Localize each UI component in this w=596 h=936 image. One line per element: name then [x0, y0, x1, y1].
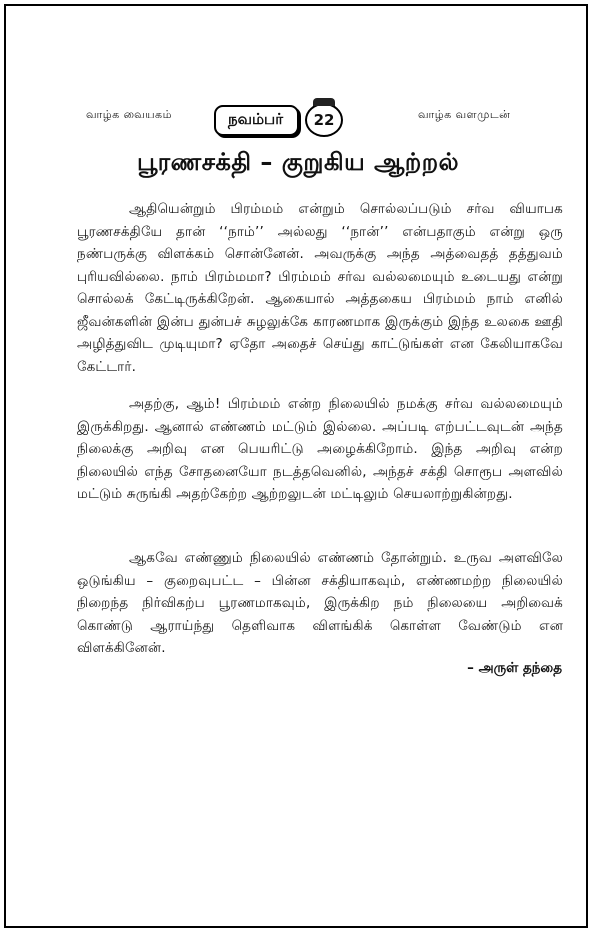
page-header	[0, 104, 596, 144]
day-number: 22	[313, 111, 335, 129]
header-right-motto: வாழ்க வளமுடன்	[418, 108, 511, 121]
date-badge	[214, 104, 343, 136]
page-title: பூரணசக்தி – குறுகிய ஆற்றல்	[136, 148, 460, 176]
author-signature: – அருள் தந்தை	[467, 660, 562, 676]
paragraph-3-block	[77, 547, 563, 660]
month-label: நவம்பர்	[214, 105, 299, 136]
logo-icon	[313, 98, 335, 106]
paragraph: ஆகவே எண்ணும் நிலையில் எண்ணம் தோன்றும். உருவ அளவிலே ஒடுங்கிய – குறைவுபட்ட – பின்ன சக்தியாகவும், எண்ணமற்ற நிலையில் நிறைந்த நிர்விகற்ப பூரணமாகவும், இருக்கிற நம் நிலையை அறிவைக் கொண்டு ஆராய்ந்து தெளிவாக விளங்கிக் கொள்ள வேண்டும் என விளக்கினேன்.	[77, 550, 563, 656]
paragraph-1-block	[77, 198, 563, 378]
paragraph: ஆதியென்றும் பிரம்மம் என்றும் சொல்லப்படும் சர்வ வியாபக பூரணசக்தியே தான் ‘‘நாம்’’ அல்லது ‘‘நான்’’ என்பதாகும் என்று ஒரு நண்பருக்கு விளக்கம் சொன்னேன். அவருக்கு அந்த அத்வைதத் தத்துவம் புரியவில்லை. நாம் பிரம்மமா? பிரம்மம் சர்வ வல்லமையும் உடையது என்று சொல்லக் கேட்டிருக்கிறேன். ஆகையால் அத்தகைய பிரம்மம் நாம் எனில் ஜீவன்களின் இன்ப துன்பச் சுழலுக்கே காரணமாக இருக்கும் இந்த உலகை ஊதி அழித்துவிட முடியுமா? ஏதோ அதைச் செய்து காட்டுங்கள் என கேலியாகவே கேட்டார்.	[77, 201, 563, 375]
header-left-motto: வாழ்க வையகம்	[86, 108, 172, 121]
paragraph-2-block	[77, 393, 563, 506]
paragraph: அதற்கு, ஆம்! பிரம்மம் என்ற நிலையில் நமக்கு சர்வ வல்லமையும் இருக்கிறது. ஆனால் எண்ணம் மட்டும் இல்லை. அப்படி எற்பட்டவுடன் அந்த நிலைக்கு அறிவு என பெயரிட்டு அழைக்கிறோம். இந்த அறிவு என்ற நிலையில் எந்த சோதனையோ நடத்தவெனில், அந்தச் சக்தி சொரூப அளவில் மட்டும் சுருங்கி அதற்கேற்ற ஆற்றலுடன் மட்டிலும் செயலாற்றுகின்றது.	[77, 396, 563, 502]
day-circle	[305, 103, 343, 137]
